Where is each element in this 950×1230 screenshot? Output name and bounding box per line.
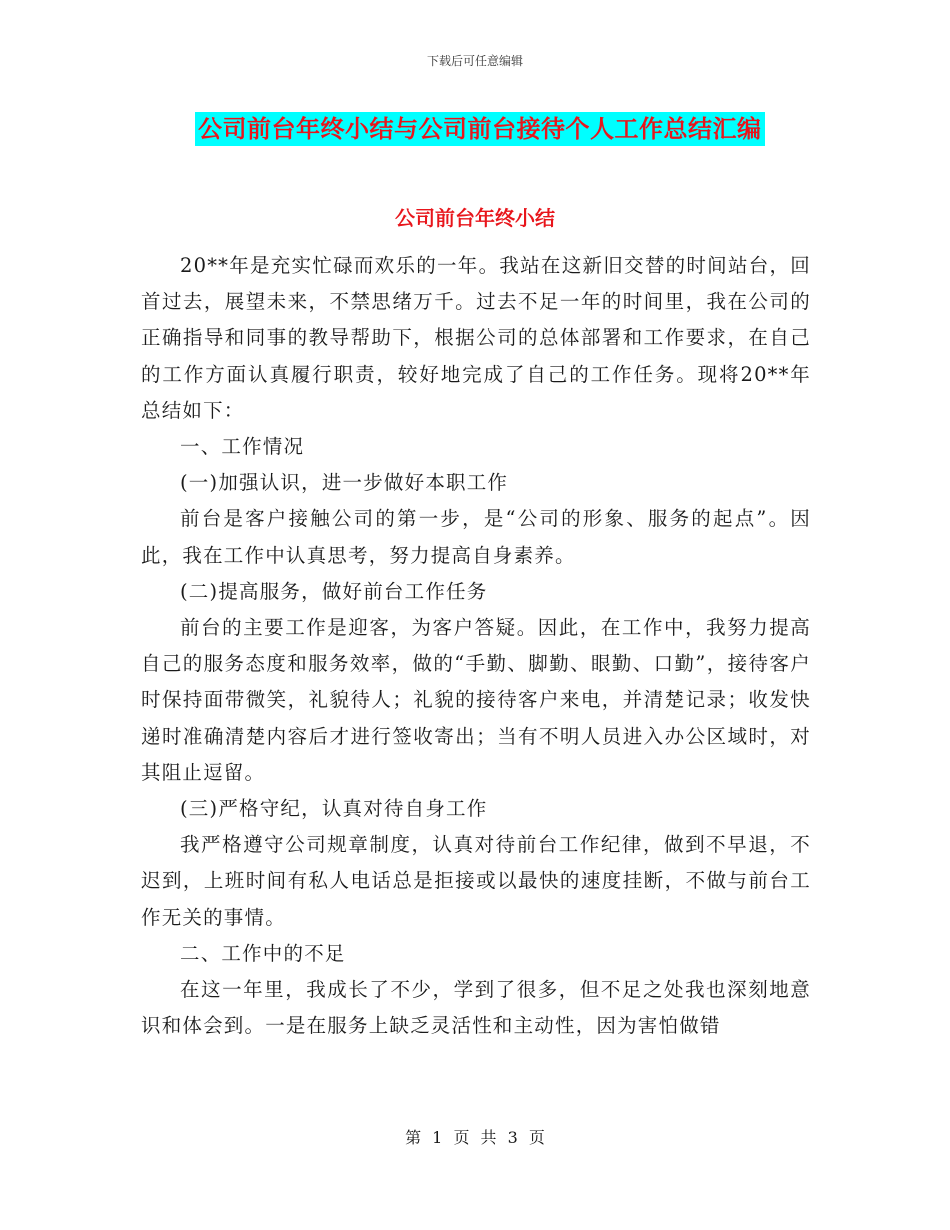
page-number: 第 1 页 共 3 页 — [405, 1128, 545, 1147]
paragraph-service: 前台的主要工作是迎客，为客户答疑。因此，在工作中，我努力提高自己的服务态度和服务效率，做的“手勤、脚勤、眼勤、口勤”，接待客户时保持面带微笑，礼貌待人；礼貌的接待客户来电，并清楚记录；收发快递时准确清楚内容后才进行签收寄出；当有不明人员进入办公区域时，对其阻止逗留。 — [141, 616, 811, 784]
paragraph-intro: 20**年是充实忙碌而欢乐的一年。我站在这新旧交替的时间站台，回首过去，展望未来，不禁思绪万千。过去不足一年的时间里，我在公司的正确指导和同事的教导帮助下，根据公司的总体部署和工作要求，在自己的工作方面认真履行职责，较好地完成了自己的工作任务。现将20**年总结如下： — [141, 254, 811, 422]
page-header-note: 下载后可任意编辑 — [426, 54, 523, 68]
paragraph-shortcomings: 在这一年里，我成长了不少，学到了很多，但不足之处我也深刻地意识和体会到。一是在服务上缺乏灵活性和主动性，因为害怕做错 — [141, 978, 811, 1038]
document-title: 公司前台年终小结与公司前台接待个人工作总结汇编 — [195, 112, 765, 146]
heading-shortcomings: 二、工作中的不足 — [180, 941, 346, 965]
document-body — [141, 248, 811, 1044]
subheading-1: (一)加强认识，进一步做好本职工作 — [180, 471, 509, 495]
subheading-2: (二)提高服务，做好前台工作任务 — [180, 579, 488, 603]
subheading-3: (三)严格守纪，认真对待自身工作 — [180, 797, 488, 821]
heading-work-situation: 一、工作情况 — [180, 435, 305, 459]
paragraph-front-desk-role: 前台是客户接触公司的第一步，是“公司的形象、服务的起点”。因此，我在工作中认真思考，努力提高自身素养。 — [141, 507, 811, 567]
paragraph-discipline: 我严格遵守公司规章制度，认真对待前台工作纪律，做到不早退，不迟到，上班时间有私人电话总是拒接或以最快的速度挂断，不做与前台工作无关的事情。 — [141, 833, 811, 929]
section-title: 公司前台年终小结 — [395, 206, 555, 230]
